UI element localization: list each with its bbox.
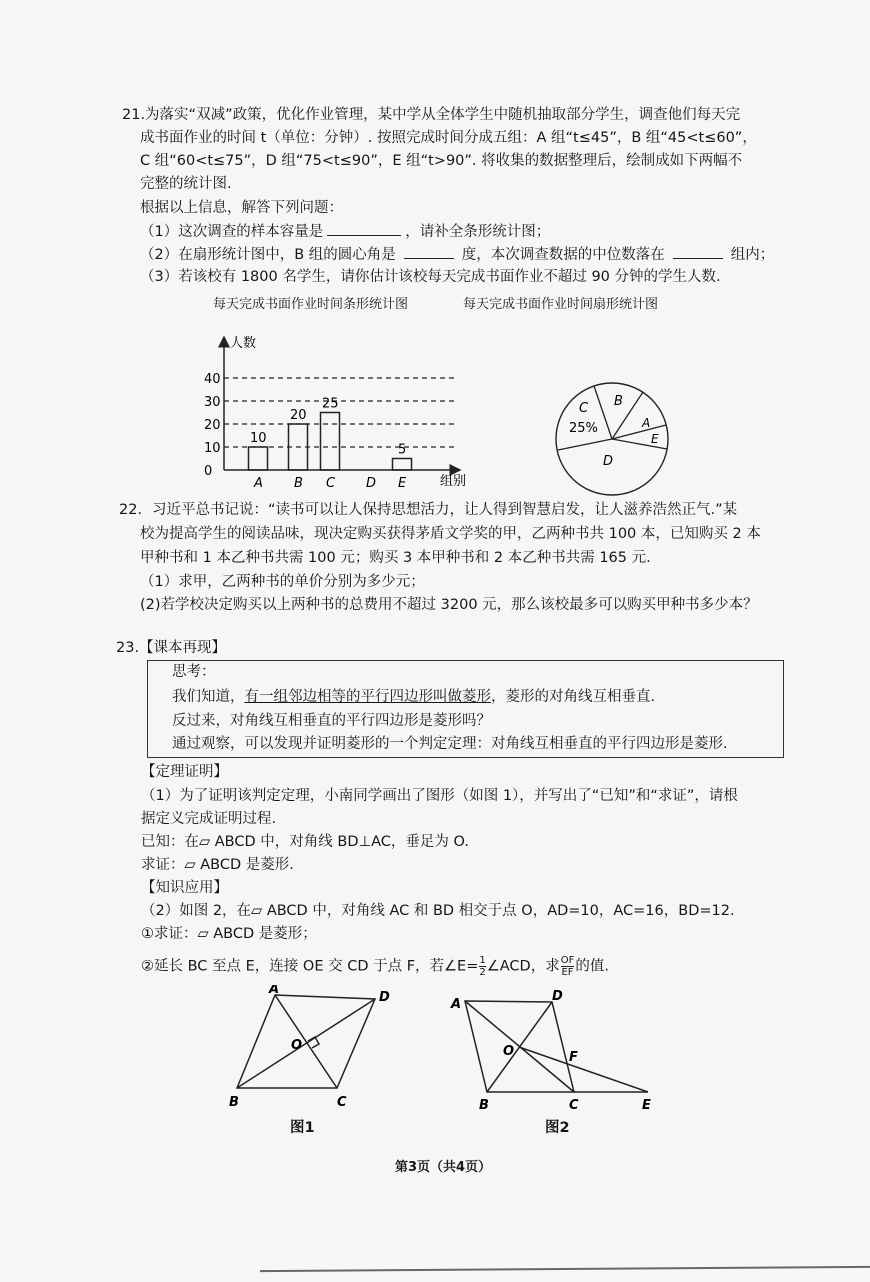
fig2-label-b: B [479, 1098, 489, 1113]
fig2-label-a: A [451, 997, 462, 1012]
fraction-half-numerator: 1 [479, 955, 486, 966]
fraction-ef-denominator: EF [561, 967, 574, 978]
x-tick-label: C [326, 476, 336, 491]
bar-value-label: 5 [398, 442, 407, 458]
x-tick-label: E [398, 476, 407, 491]
fig2-label-o: O [503, 1044, 515, 1059]
pie-divider [558, 439, 612, 450]
q22-part2: (2)若学校决定购买以上两种书的总费用不超过 3200 元，那么该校最多可以购买甲种书多少本？ [140, 597, 758, 613]
pie-label-b: B [614, 394, 623, 409]
pie-label-c: C [579, 401, 589, 416]
q21-part1 [140, 221, 550, 242]
bar-value-label: 10 [250, 431, 267, 446]
section-theorem-proof: 【定理证明】 [141, 764, 228, 780]
fig1-diagonal-bd [237, 999, 375, 1088]
q23-known: 已知：在▱ ABCD 中，对角线 BD⊥AC，垂足为 O. [141, 834, 469, 850]
q23-part2-ii [141, 955, 609, 978]
fig2-segment-oe [519, 1047, 648, 1092]
q21-part3: （3）若该校有 1800 名学生，请你估计该校每天完成书面作业不超过 90 分钟的学生人数. [140, 269, 721, 285]
q22-part1: （1）求甲，乙两种书的单价分别为多少元； [140, 574, 425, 590]
fig1-diagonal-ac [275, 995, 337, 1088]
bottom-edge-line [260, 1266, 870, 1272]
box-line2-a: 我们知道， [172, 689, 245, 705]
fig1-label-o: O [291, 1038, 303, 1053]
q22-line1: 22．习近平总书记说：“读书可以让人保持思想活力，让人得到智慧启发，让人滋养浩然正气.”某 [119, 502, 738, 518]
q21-line1: 21.为落实“双减”政策，优化作业管理，某中学从全体学生中随机抽取部分学生，调查他们每天完 [122, 107, 741, 123]
q21-part2-text3: 组内； [730, 247, 775, 263]
figure-1-caption: 图1 [290, 1120, 315, 1136]
box-line1: 思考： [172, 664, 216, 680]
bar [249, 447, 268, 470]
q22-line2: 校为提高学生的阅读品味，现决定购买获得茅盾文学奖的甲，乙两种书共 100 本，已知购买 2 本 [140, 526, 761, 542]
y-tick-label: 40 [204, 372, 221, 387]
q23-part2-ii-c: 的值. [575, 958, 609, 975]
figure-2 [445, 985, 665, 1115]
box-line2-b: ，菱形的对角线互相垂直. [491, 689, 656, 705]
pie-label-e: E [651, 432, 659, 446]
pie-label-c-percent: 25% [569, 421, 598, 436]
q23-part2-i: ①求证：▱ ABCD 是菱形； [141, 926, 317, 942]
bar [393, 459, 412, 471]
y-tick-label: 0 [204, 464, 213, 479]
fraction-half [479, 955, 485, 978]
q23-heading: 23.【课本再现】 [116, 640, 227, 656]
fig1-label-b: B [229, 1095, 239, 1110]
bar-chart-title: 每天完成书面作业时间条形统计图 [213, 297, 409, 312]
pie-divider [612, 439, 667, 449]
fig1-label-c: C [337, 1095, 347, 1110]
q21-part2 [140, 244, 774, 265]
pie-label-d: D [603, 454, 614, 469]
box-line3: 反过来，对角线互相垂直的平行四边形是菱形吗？ [172, 713, 491, 729]
q23-part2-ii-b: ∠ACD，求 [486, 958, 560, 975]
median-group-blank[interactable] [673, 244, 723, 259]
q21-part2-text2: 度，本次调查数据的中位数落在 [461, 247, 665, 263]
y-tick-label: 20 [204, 418, 221, 433]
x-tick-label: A [254, 476, 263, 491]
angle-blank[interactable] [404, 244, 454, 259]
q23-part1-line1: （1）为了证明该判定定理，小南同学画出了图形（如图 1），并写出了“已知”和“求证”，请根 [141, 788, 738, 804]
bar-value-label: 20 [290, 408, 307, 423]
fraction-of-numerator: OF [560, 955, 575, 966]
fig1-label-d: D [379, 990, 390, 1005]
q21-line3: C 组“60<t≤75”，D 组“75<t≤90”，E 组“t>90”. 将收集的数据整理后，绘制成如下两幅不 [140, 153, 743, 169]
box-line2 [172, 687, 655, 707]
fraction-of-ef [561, 955, 575, 978]
fig2-label-e: E [642, 1098, 651, 1113]
q21-line4: 完整的统计图. [140, 176, 232, 192]
fig1-label-a: A [269, 985, 280, 997]
section-application: 【知识应用】 [141, 880, 228, 896]
q23-prove: 求证：▱ ABCD 是菱形. [141, 857, 294, 873]
q21-line2: 成书面作业的时间 t（单位：分钟）. 按照完成时间分成五组：A 组“t≤45”，B 组“45<t≤60”， [140, 130, 757, 146]
bar [321, 413, 340, 471]
x-tick-label: B [294, 476, 303, 491]
fraction-half-denominator: 2 [479, 967, 486, 978]
page-footer: 第3页（共4页） [395, 1160, 492, 1175]
pie-label-a: A [642, 416, 651, 430]
x-axis-label: 组别 [440, 474, 467, 489]
q21-part1-text: （1）这次调查的样本容量是 [140, 224, 324, 240]
fig2-label-f: F [569, 1050, 578, 1065]
q23-part2-ii-a: ②延长 BC 至点 E，连接 OE 交 CD 于点 F，若∠E= [141, 958, 479, 975]
x-tick-label: D [366, 476, 377, 491]
q22-line3: 甲种书和 1 本乙种书共需 100 元；购买 3 本甲种书和 2 本乙种书共需 165 元. [140, 550, 651, 566]
q21-part2-text: （2）在扇形统计图中，B 组的圆心角是 [140, 247, 396, 263]
pie-chart [543, 370, 683, 510]
y-tick-label: 30 [204, 395, 221, 410]
bar-value-label: 25 [322, 396, 339, 412]
figure-1 [225, 985, 425, 1115]
q23-part2: （2）如图 2，在▱ ABCD 中，对角线 AC 和 BD 相交于点 O，AD=10，AC=16，BD=12. [141, 903, 735, 919]
box-line4: 通过观察，可以发现并证明菱形的一个判定定理：对角线互相垂直的平行四边形是菱形. [172, 736, 728, 752]
y-axis-label: 人数 [230, 336, 257, 351]
q21-line5: 根据以上信息，解答下列问题： [140, 200, 343, 216]
fig2-label-d: D [552, 989, 563, 1004]
sample-size-blank[interactable] [327, 221, 401, 236]
fig2-label-c: C [569, 1098, 579, 1113]
bar-chart [190, 325, 490, 495]
figure-2-caption: 图2 [545, 1120, 570, 1136]
pie-chart-title: 每天完成书面作业时间扇形统计图 [463, 297, 659, 312]
rhombus-definition: 有一组邻边相等的平行四边形叫做菱形 [244, 689, 491, 705]
q21-part1-text2: ，请补全条形统计图； [405, 224, 551, 240]
y-tick-label: 10 [204, 441, 221, 456]
q23-part1-line2: 据定义完成证明过程. [141, 811, 277, 827]
